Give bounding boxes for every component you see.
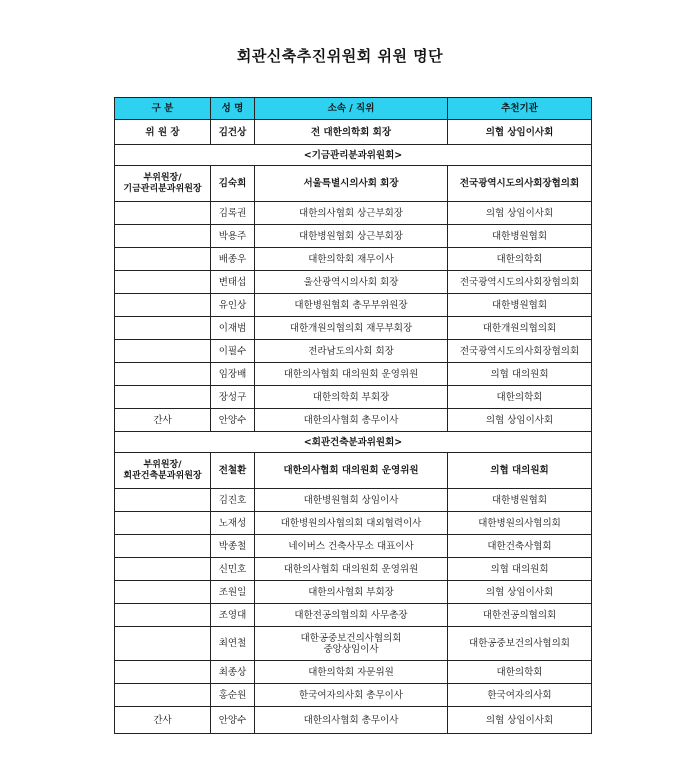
member-org: 의협 대의원회: [448, 558, 592, 581]
member-org: 대한공중보건의사협의회: [448, 627, 592, 661]
member-position: 대한의학회 부회장: [255, 386, 448, 409]
chair-row: [115, 120, 592, 145]
member-position: 울산광역시의사회 회장: [255, 271, 448, 294]
secretary-name: 안양수: [211, 707, 255, 734]
vice-chair-row: [115, 166, 592, 202]
table-row: [115, 294, 592, 317]
table-row: [115, 248, 592, 271]
vice-chair-role-line1: 부위원장/: [143, 459, 182, 470]
member-org: 대한의학회: [448, 661, 592, 684]
table-row: [115, 558, 592, 581]
member-org: 전국광역시도의사회장협의회: [448, 340, 592, 363]
table-row: [115, 317, 592, 340]
chair-position: 전 대한의학회 회장: [255, 120, 448, 145]
member-position: [255, 627, 448, 661]
member-position-line1: 대한공중보건의사협의회: [300, 632, 402, 644]
member-position-line2: 중앙상임이사: [323, 643, 379, 655]
secretary-position: 대한의사협회 총무이사: [255, 409, 448, 432]
member-org: 대한의학회: [448, 248, 592, 271]
member-name: 최연철: [211, 627, 255, 661]
table-row: [115, 340, 592, 363]
section-heading: <기금관리분과위원회>: [115, 145, 592, 166]
chair-role: 위 원 장: [115, 120, 211, 145]
category-cell: [115, 604, 211, 627]
secretary-org: 의협 상임이사회: [448, 707, 592, 734]
member-position: 대한전공의협의회 사무총장: [255, 604, 448, 627]
member-name: 변태섭: [211, 271, 255, 294]
member-position: 네이버스 건축사무소 대표이사: [255, 535, 448, 558]
member-org: 대한전공의협의회: [448, 604, 592, 627]
member-org: 의협 상임이사회: [448, 581, 592, 604]
member-org: 의협 대의원회: [448, 363, 592, 386]
secretary-row: [115, 707, 592, 734]
vice-chair-role: [115, 166, 211, 202]
member-position: 전라남도의사회 회장: [255, 340, 448, 363]
member-position: 대한병원협회 상근부회장: [255, 225, 448, 248]
column-header-category: 구 분: [115, 98, 211, 120]
member-position: 대한병원협회 상임이사: [255, 489, 448, 512]
member-name: 박종철: [211, 535, 255, 558]
table-row: [115, 489, 592, 512]
vice-chair-org: 전국광역시도의사회장협의회: [448, 166, 592, 202]
member-org: 의협 상임이사회: [448, 202, 592, 225]
category-cell: [115, 317, 211, 340]
member-name: 임장배: [211, 363, 255, 386]
section-heading-row: [115, 145, 592, 166]
vice-chair-position: 서울특별시의사회 회장: [255, 166, 448, 202]
member-org: 대한병원의사협의회: [448, 512, 592, 535]
category-cell: [115, 512, 211, 535]
member-name: 유인상: [211, 294, 255, 317]
table-row: [115, 535, 592, 558]
secretary-role: 간사: [115, 409, 211, 432]
member-org: 대한병원협회: [448, 225, 592, 248]
category-cell: [115, 202, 211, 225]
vice-chair-role-line1: 부위원장/: [143, 172, 182, 183]
vice-chair-position: 대한의사협회 대의원회 운영위원: [255, 453, 448, 489]
member-position: 대한병원의사협의회 대외협력이사: [255, 512, 448, 535]
table-header-row: [115, 98, 592, 120]
member-position: 대한의학회 자문위원: [255, 661, 448, 684]
member-org: 대한건축사협회: [448, 535, 592, 558]
member-org: 대한의학회: [448, 386, 592, 409]
member-position: 대한의학회 재무이사: [255, 248, 448, 271]
vice-chair-role: [115, 453, 211, 489]
member-position: 대한의사협회 상근부회장: [255, 202, 448, 225]
secretary-row: [115, 409, 592, 432]
secretary-name: 안양수: [211, 409, 255, 432]
member-name: 조영대: [211, 604, 255, 627]
table-row: [115, 581, 592, 604]
member-org: 한국여자의사회: [448, 684, 592, 707]
member-name: 최종상: [211, 661, 255, 684]
column-header-recommending-org: 추천기관: [448, 98, 592, 120]
section-heading: <회관건축분과위원회>: [115, 432, 592, 453]
member-org: 대한병원협회: [448, 294, 592, 317]
chair-org: 의협 상임이사회: [448, 120, 592, 145]
category-cell: [115, 386, 211, 409]
table-row: [115, 202, 592, 225]
member-name: 조원일: [211, 581, 255, 604]
member-position: 대한병원협회 총무부위원장: [255, 294, 448, 317]
committee-roster-table: [114, 97, 592, 734]
category-cell: [115, 489, 211, 512]
member-org: 전국광역시도의사회장협의회: [448, 271, 592, 294]
member-name: 배종우: [211, 248, 255, 271]
category-cell: [115, 627, 211, 661]
category-cell: [115, 684, 211, 707]
member-org: 대한개원의협의회: [448, 317, 592, 340]
member-name: 홍순원: [211, 684, 255, 707]
vice-chair-role-line2: 회관건축분과위원장: [123, 470, 202, 481]
member-name: 이필수: [211, 340, 255, 363]
category-cell: [115, 340, 211, 363]
category-cell: [115, 535, 211, 558]
category-cell: [115, 661, 211, 684]
vice-chair-name: 김숙희: [211, 166, 255, 202]
category-cell: [115, 558, 211, 581]
member-position: 한국여자의사회 총무이사: [255, 684, 448, 707]
category-cell: [115, 248, 211, 271]
page-title: 회관신축추진위원회 위원 명단: [236, 47, 444, 65]
member-name: 이재범: [211, 317, 255, 340]
secretary-org: 의협 상임이사회: [448, 409, 592, 432]
secretary-position: 대한의사협회 총무이사: [255, 707, 448, 734]
table-row: [115, 386, 592, 409]
member-name: 김록권: [211, 202, 255, 225]
member-position: 대한의사협회 부회장: [255, 581, 448, 604]
member-name: 김진호: [211, 489, 255, 512]
secretary-role: 간사: [115, 707, 211, 734]
member-position: 대한의사협회 대의원회 운영위원: [255, 363, 448, 386]
table-row: [115, 604, 592, 627]
chair-name: 김건상: [211, 120, 255, 145]
vice-chair-org: 의협 대의원회: [448, 453, 592, 489]
member-name: 노재성: [211, 512, 255, 535]
column-header-name: 성 명: [211, 98, 255, 120]
vice-chair-name: 전철환: [211, 453, 255, 489]
category-cell: [115, 294, 211, 317]
member-position: 대한의사협회 대의원회 운영위원: [255, 558, 448, 581]
category-cell: [115, 363, 211, 386]
member-name: 신민호: [211, 558, 255, 581]
category-cell: [115, 271, 211, 294]
section-heading-row: [115, 432, 592, 453]
table-row: [115, 363, 592, 386]
table-row: [115, 225, 592, 248]
vice-chair-role-line2: 기금관리분과위원장: [123, 183, 202, 194]
member-name: 박용주: [211, 225, 255, 248]
member-org: 대한병원협회: [448, 489, 592, 512]
vice-chair-row: [115, 453, 592, 489]
category-cell: [115, 581, 211, 604]
member-name: 장성구: [211, 386, 255, 409]
category-cell: [115, 225, 211, 248]
column-header-position: 소속 / 직위: [255, 98, 448, 120]
table-row: [115, 512, 592, 535]
member-position: 대한개원의협의회 재무부회장: [255, 317, 448, 340]
table-row: [115, 627, 592, 661]
table-row: [115, 661, 592, 684]
table-row: [115, 684, 592, 707]
table-row: [115, 271, 592, 294]
